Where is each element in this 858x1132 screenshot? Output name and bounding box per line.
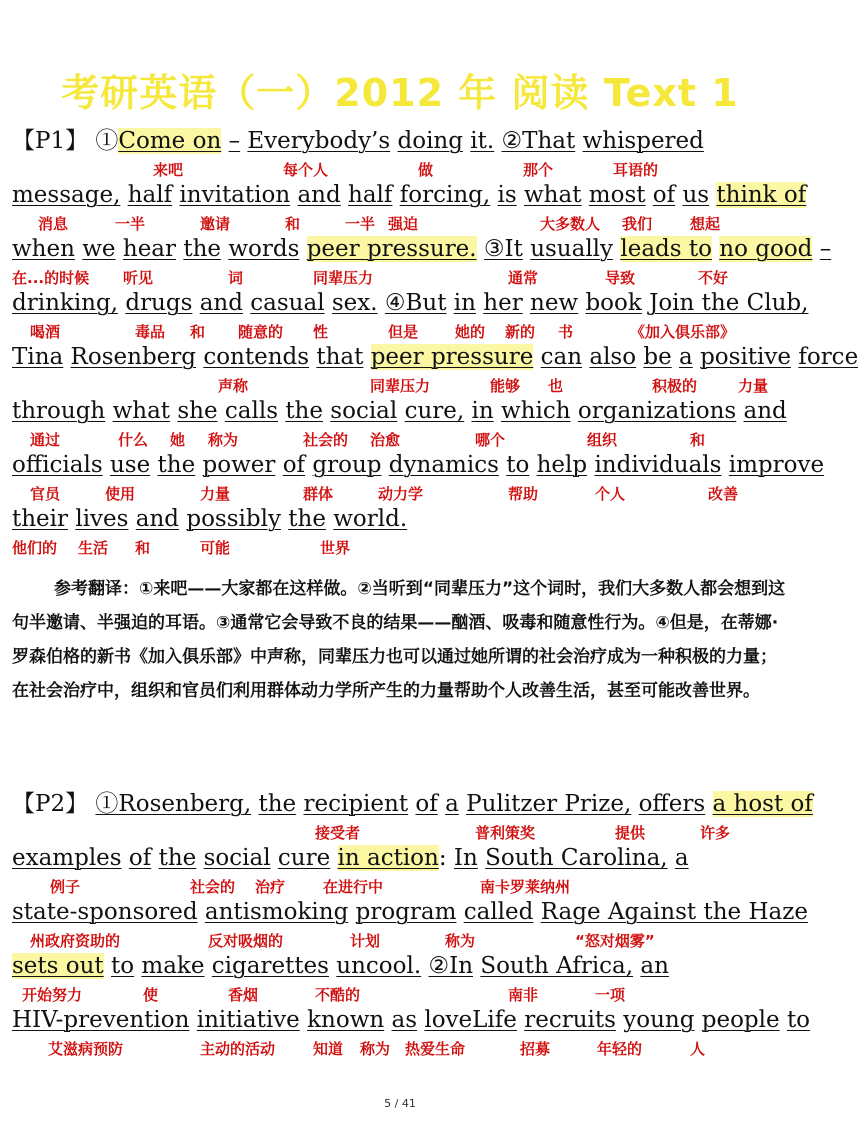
- p2-word: a: [674, 845, 689, 871]
- p1-word: of: [652, 182, 676, 208]
- p1-word: world.: [333, 506, 408, 532]
- p1-label: 【P1】: [12, 128, 89, 154]
- gloss: 动力学: [378, 485, 424, 503]
- gloss: 一项: [595, 986, 626, 1004]
- gloss: 随意的: [238, 323, 284, 341]
- gloss: 想起: [690, 215, 721, 233]
- p1-word: the: [288, 506, 326, 532]
- p1-word: lives: [75, 506, 129, 532]
- gloss: 大多数人: [540, 215, 601, 233]
- p1-word: Rosenberg: [70, 344, 196, 370]
- p1-word: no good: [719, 236, 813, 262]
- gloss: “怒对烟雾”: [575, 932, 655, 950]
- p2-word: recruits: [524, 1007, 616, 1033]
- gloss: 性: [313, 323, 329, 341]
- gloss: 那个: [523, 161, 554, 179]
- gloss: 提供: [615, 824, 646, 842]
- p1-word: the: [285, 398, 323, 424]
- p1-word: her: [483, 290, 523, 316]
- gloss: 官员: [30, 485, 61, 503]
- p2-word: South Carolina,: [485, 845, 668, 871]
- gloss: 导致: [605, 269, 636, 287]
- p1-word: ④But: [384, 290, 447, 316]
- p1-word: contends: [203, 344, 310, 370]
- gloss: 哪个: [475, 431, 506, 449]
- gloss: 和: [285, 215, 301, 233]
- page-number: 5 / 41: [384, 1097, 416, 1110]
- gloss: 热爱生命: [405, 1040, 466, 1058]
- p1-word: hear: [122, 236, 177, 262]
- gloss: 也: [548, 377, 564, 395]
- p2-word: as: [391, 1007, 418, 1033]
- p1-word: officials: [12, 452, 103, 478]
- gloss: 声称: [218, 377, 249, 395]
- gloss: 强迫: [388, 215, 419, 233]
- gloss: 他们的: [12, 539, 58, 557]
- page-title: 考研英语（一）2012 年 阅读 Text 1: [61, 71, 739, 115]
- gloss: 和: [690, 431, 706, 449]
- p1-word: the: [157, 452, 196, 478]
- p1-word: casual: [250, 290, 325, 316]
- p2-word: in action: [337, 845, 439, 871]
- gloss: 一半: [115, 215, 146, 233]
- gloss: 南非: [508, 986, 539, 1004]
- p1-word: invitation: [179, 182, 291, 208]
- p2-word: to: [111, 953, 135, 979]
- gloss: 南卡罗莱纳州: [480, 878, 571, 896]
- p1-word: through: [12, 398, 106, 424]
- p1-word: a: [679, 344, 693, 370]
- p1-word: cure,: [404, 398, 465, 424]
- p1-line-6: [12, 397, 787, 425]
- p2-word: examples: [12, 845, 122, 871]
- gloss: 在进行中: [323, 878, 384, 896]
- gloss: 群体: [303, 485, 334, 503]
- p1-word: social: [330, 398, 398, 424]
- p1-word: what: [112, 398, 171, 424]
- p2-word: of: [415, 791, 438, 817]
- gloss: 组织: [587, 431, 618, 449]
- gloss: 邀请: [200, 215, 231, 233]
- p2-word: ②In: [428, 953, 474, 979]
- gloss: 州政府资助的: [30, 932, 121, 950]
- gloss: 我们: [622, 215, 653, 233]
- p1-word: be: [643, 344, 672, 370]
- p1-word: and: [135, 506, 180, 532]
- p1-word: words: [228, 236, 300, 262]
- p1-word: drugs: [125, 290, 193, 316]
- p2-word: people: [701, 1007, 780, 1033]
- p1-word: to: [506, 452, 530, 478]
- p1-word: Join the Club,: [649, 290, 809, 316]
- gloss: 人: [690, 1040, 706, 1058]
- gloss: 消息: [38, 215, 69, 233]
- gloss: 个人: [595, 485, 626, 503]
- p1-word: and: [297, 182, 341, 208]
- p1-word: think of: [716, 182, 807, 208]
- gloss: 能够: [490, 377, 521, 395]
- p2-word: the: [258, 791, 297, 817]
- p1-line-8: [12, 505, 407, 533]
- gloss: 反对吸烟的: [208, 932, 284, 950]
- gloss: 她: [170, 431, 186, 449]
- p2-word: the: [158, 845, 197, 871]
- p2-word: Rage Against the Haze: [540, 899, 808, 925]
- p2-word: of: [128, 845, 152, 871]
- p1-word: force: [798, 344, 858, 370]
- p2-word: to: [786, 1007, 811, 1033]
- p1-word: ②That: [501, 128, 576, 154]
- p1-word: us: [682, 182, 710, 208]
- p2-word: young: [623, 1007, 695, 1033]
- p2-word: :: [438, 845, 447, 871]
- gloss: 艾滋病预防: [48, 1040, 124, 1058]
- gloss: 社会的: [303, 431, 349, 449]
- p2-word: offers: [638, 791, 706, 817]
- p2-label: 【P2】: [12, 791, 89, 817]
- p1-word: –: [228, 128, 241, 154]
- p2-line-4: [12, 952, 669, 980]
- p1-word: organizations: [577, 398, 737, 424]
- p2-word: sets out: [12, 953, 104, 979]
- p1-word: ①: [95, 128, 119, 154]
- p1-word: it.: [470, 128, 495, 154]
- p1-word: when: [12, 236, 75, 262]
- gloss: 来吧: [153, 161, 184, 179]
- p1-word: group: [312, 452, 382, 478]
- p1-word: which: [501, 398, 571, 424]
- p1-line-7: [12, 451, 824, 479]
- gloss: 和: [190, 323, 206, 341]
- gloss: 主动的活动: [200, 1040, 276, 1058]
- p2-word: In: [453, 845, 478, 871]
- gloss: 书: [558, 323, 574, 341]
- p1-word: leads to: [620, 236, 712, 262]
- p2-word: program: [355, 899, 457, 925]
- gloss: 新的: [505, 323, 536, 341]
- p1-word: in: [471, 398, 494, 424]
- p2-word: make: [141, 953, 205, 979]
- gloss: 治愈: [370, 431, 401, 449]
- p1-word: possibly: [186, 506, 281, 532]
- gloss: 可能: [200, 539, 231, 557]
- p1-word: we: [82, 236, 116, 262]
- gloss: 喝酒: [30, 323, 61, 341]
- p1-word: and: [199, 290, 243, 316]
- p1-word: also: [589, 344, 637, 370]
- p1-word: and: [743, 398, 787, 424]
- p2-word: cure: [277, 845, 331, 871]
- p1-word: Everybody’s: [247, 128, 391, 154]
- p1-word: can: [540, 344, 583, 370]
- gloss: 词: [228, 269, 244, 287]
- gloss: 招募: [520, 1040, 551, 1058]
- gloss: 每个人: [283, 161, 329, 179]
- p2-line-5: [12, 1006, 810, 1034]
- p1-word: dynamics: [388, 452, 499, 478]
- gloss: 知道: [313, 1040, 344, 1058]
- gloss: 做: [418, 161, 434, 179]
- translation-label: 参考翻译：: [54, 579, 139, 599]
- p2-line-1: [12, 790, 813, 818]
- p2-word: known: [307, 1007, 385, 1033]
- p1-word: book: [585, 290, 642, 316]
- gloss: 但是: [388, 323, 419, 341]
- p1-word: she: [177, 398, 218, 424]
- gloss: 听见: [123, 269, 154, 287]
- gloss: 世界: [320, 539, 351, 557]
- gloss: 开始努力: [22, 986, 83, 1004]
- p2-line-3: [12, 898, 808, 926]
- translation-text: ①来吧——大家都在这样做。②当听到“同辈压力”这个词时，我们大多数人都会想到这句半邀请、半强迫的耳语。③通常它会导致不良的结果——酗酒、吸毒和随意性行为。④但是，在蒂娜·罗森伯格的新书《加入俱乐部》中声称，同辈压力也可以通过她所谓的社会治疗成为一种积极的力量；在社会治疗中，组织和官员们利用群体动力学所产生的力量帮助个人改善生活，甚至可能改善世界。: [12, 579, 786, 701]
- p1-word: message,: [12, 182, 121, 208]
- p2-word: Pulitzer Prize,: [466, 791, 632, 817]
- p1-word: drinking,: [12, 290, 119, 316]
- gloss: 许多: [700, 824, 731, 842]
- gloss: 同辈压力: [313, 269, 374, 287]
- p1-word: half: [127, 182, 173, 208]
- p1-word: help: [536, 452, 588, 478]
- gloss: 社会的: [190, 878, 236, 896]
- gloss: 生活: [78, 539, 109, 557]
- p1-word: of: [282, 452, 306, 478]
- p1-word: peer pressure: [370, 344, 534, 370]
- p1-word: –: [819, 236, 832, 262]
- p1-line-3: [12, 235, 831, 263]
- p1-word: sex.: [331, 290, 378, 316]
- p1-word: what: [524, 182, 582, 208]
- p2-word: South Africa,: [480, 953, 634, 979]
- gloss: 力量: [200, 485, 231, 503]
- gloss: 计划: [350, 932, 381, 950]
- p1-word: individuals: [594, 452, 722, 478]
- p1-word: forcing,: [399, 182, 491, 208]
- gloss: 通常: [508, 269, 539, 287]
- p2-word: antismoking: [204, 899, 349, 925]
- p1-word: the: [183, 236, 221, 262]
- p1-word: their: [12, 506, 69, 532]
- gloss: 在...的时候: [12, 269, 90, 287]
- gloss: 积极的: [652, 377, 698, 395]
- p1-word: usually: [530, 236, 614, 262]
- p1-word: half: [348, 182, 393, 208]
- gloss: 力量: [738, 377, 769, 395]
- p2-word: cigarettes: [211, 953, 329, 979]
- p1-word: use: [109, 452, 151, 478]
- p1-word: positive: [700, 344, 792, 370]
- gloss: 称为: [208, 431, 239, 449]
- gloss: 一半: [345, 215, 376, 233]
- gloss: 通过: [30, 431, 61, 449]
- gloss: 《加入俱乐部》: [630, 323, 736, 341]
- gloss: 使: [143, 986, 159, 1004]
- p2-word: a: [445, 791, 459, 817]
- gloss: 称为: [445, 932, 476, 950]
- p2-word: called: [463, 899, 534, 925]
- p1-word: ③It: [483, 236, 523, 262]
- p1-word: Tina: [12, 344, 64, 370]
- p1-word: most: [588, 182, 646, 208]
- p1-word: power: [202, 452, 276, 478]
- p1-word: new: [530, 290, 579, 316]
- gloss: 她的: [455, 323, 486, 341]
- p1-line-4: [12, 289, 808, 317]
- p1-word: Come on: [118, 128, 222, 154]
- p1-word: whispered: [582, 128, 704, 154]
- p2-word: uncool.: [336, 953, 422, 979]
- gloss: 普利策奖: [475, 824, 536, 842]
- gloss: 同辈压力: [370, 377, 431, 395]
- gloss: 改善: [708, 485, 739, 503]
- p2-word: social: [203, 845, 271, 871]
- gloss: 例子: [50, 878, 81, 896]
- p2-word: an: [640, 953, 669, 979]
- p1-word: in: [453, 290, 476, 316]
- gloss: 接受者: [315, 824, 361, 842]
- gloss: 称为: [360, 1040, 391, 1058]
- p1-line-5: [12, 343, 858, 371]
- gloss: 不好: [698, 269, 729, 287]
- gloss: 和: [135, 539, 151, 557]
- p2-word: loveLife: [424, 1007, 517, 1033]
- p1-word: doing: [397, 128, 463, 154]
- p2-word: HIV-prevention: [12, 1007, 190, 1033]
- gloss: 年轻的: [597, 1040, 643, 1058]
- p2-word: recipient: [303, 791, 409, 817]
- p1-word: peer pressure.: [306, 236, 477, 262]
- reference-translation: [12, 572, 788, 708]
- gloss: 使用: [105, 485, 136, 503]
- p1-word: calls: [224, 398, 278, 424]
- p2-word: state-sponsored: [12, 899, 198, 925]
- gloss: 耳语的: [613, 161, 659, 179]
- p1-line-1: [12, 127, 704, 155]
- gloss: 治疗: [255, 878, 286, 896]
- gloss: 什么: [118, 431, 149, 449]
- p2-word: ①Rosenberg,: [95, 791, 252, 817]
- gloss: 毒品: [135, 323, 166, 341]
- p2-line-2: [12, 844, 689, 872]
- p1-line-2: [12, 181, 806, 209]
- p1-word: that: [316, 344, 364, 370]
- gloss: 帮助: [508, 485, 539, 503]
- gloss: 香烟: [228, 986, 259, 1004]
- gloss: 不酷的: [315, 986, 361, 1004]
- p1-word: is: [497, 182, 517, 208]
- p2-word: a host of: [712, 791, 813, 817]
- p2-word: initiative: [196, 1007, 300, 1033]
- p1-word: improve: [728, 452, 825, 478]
